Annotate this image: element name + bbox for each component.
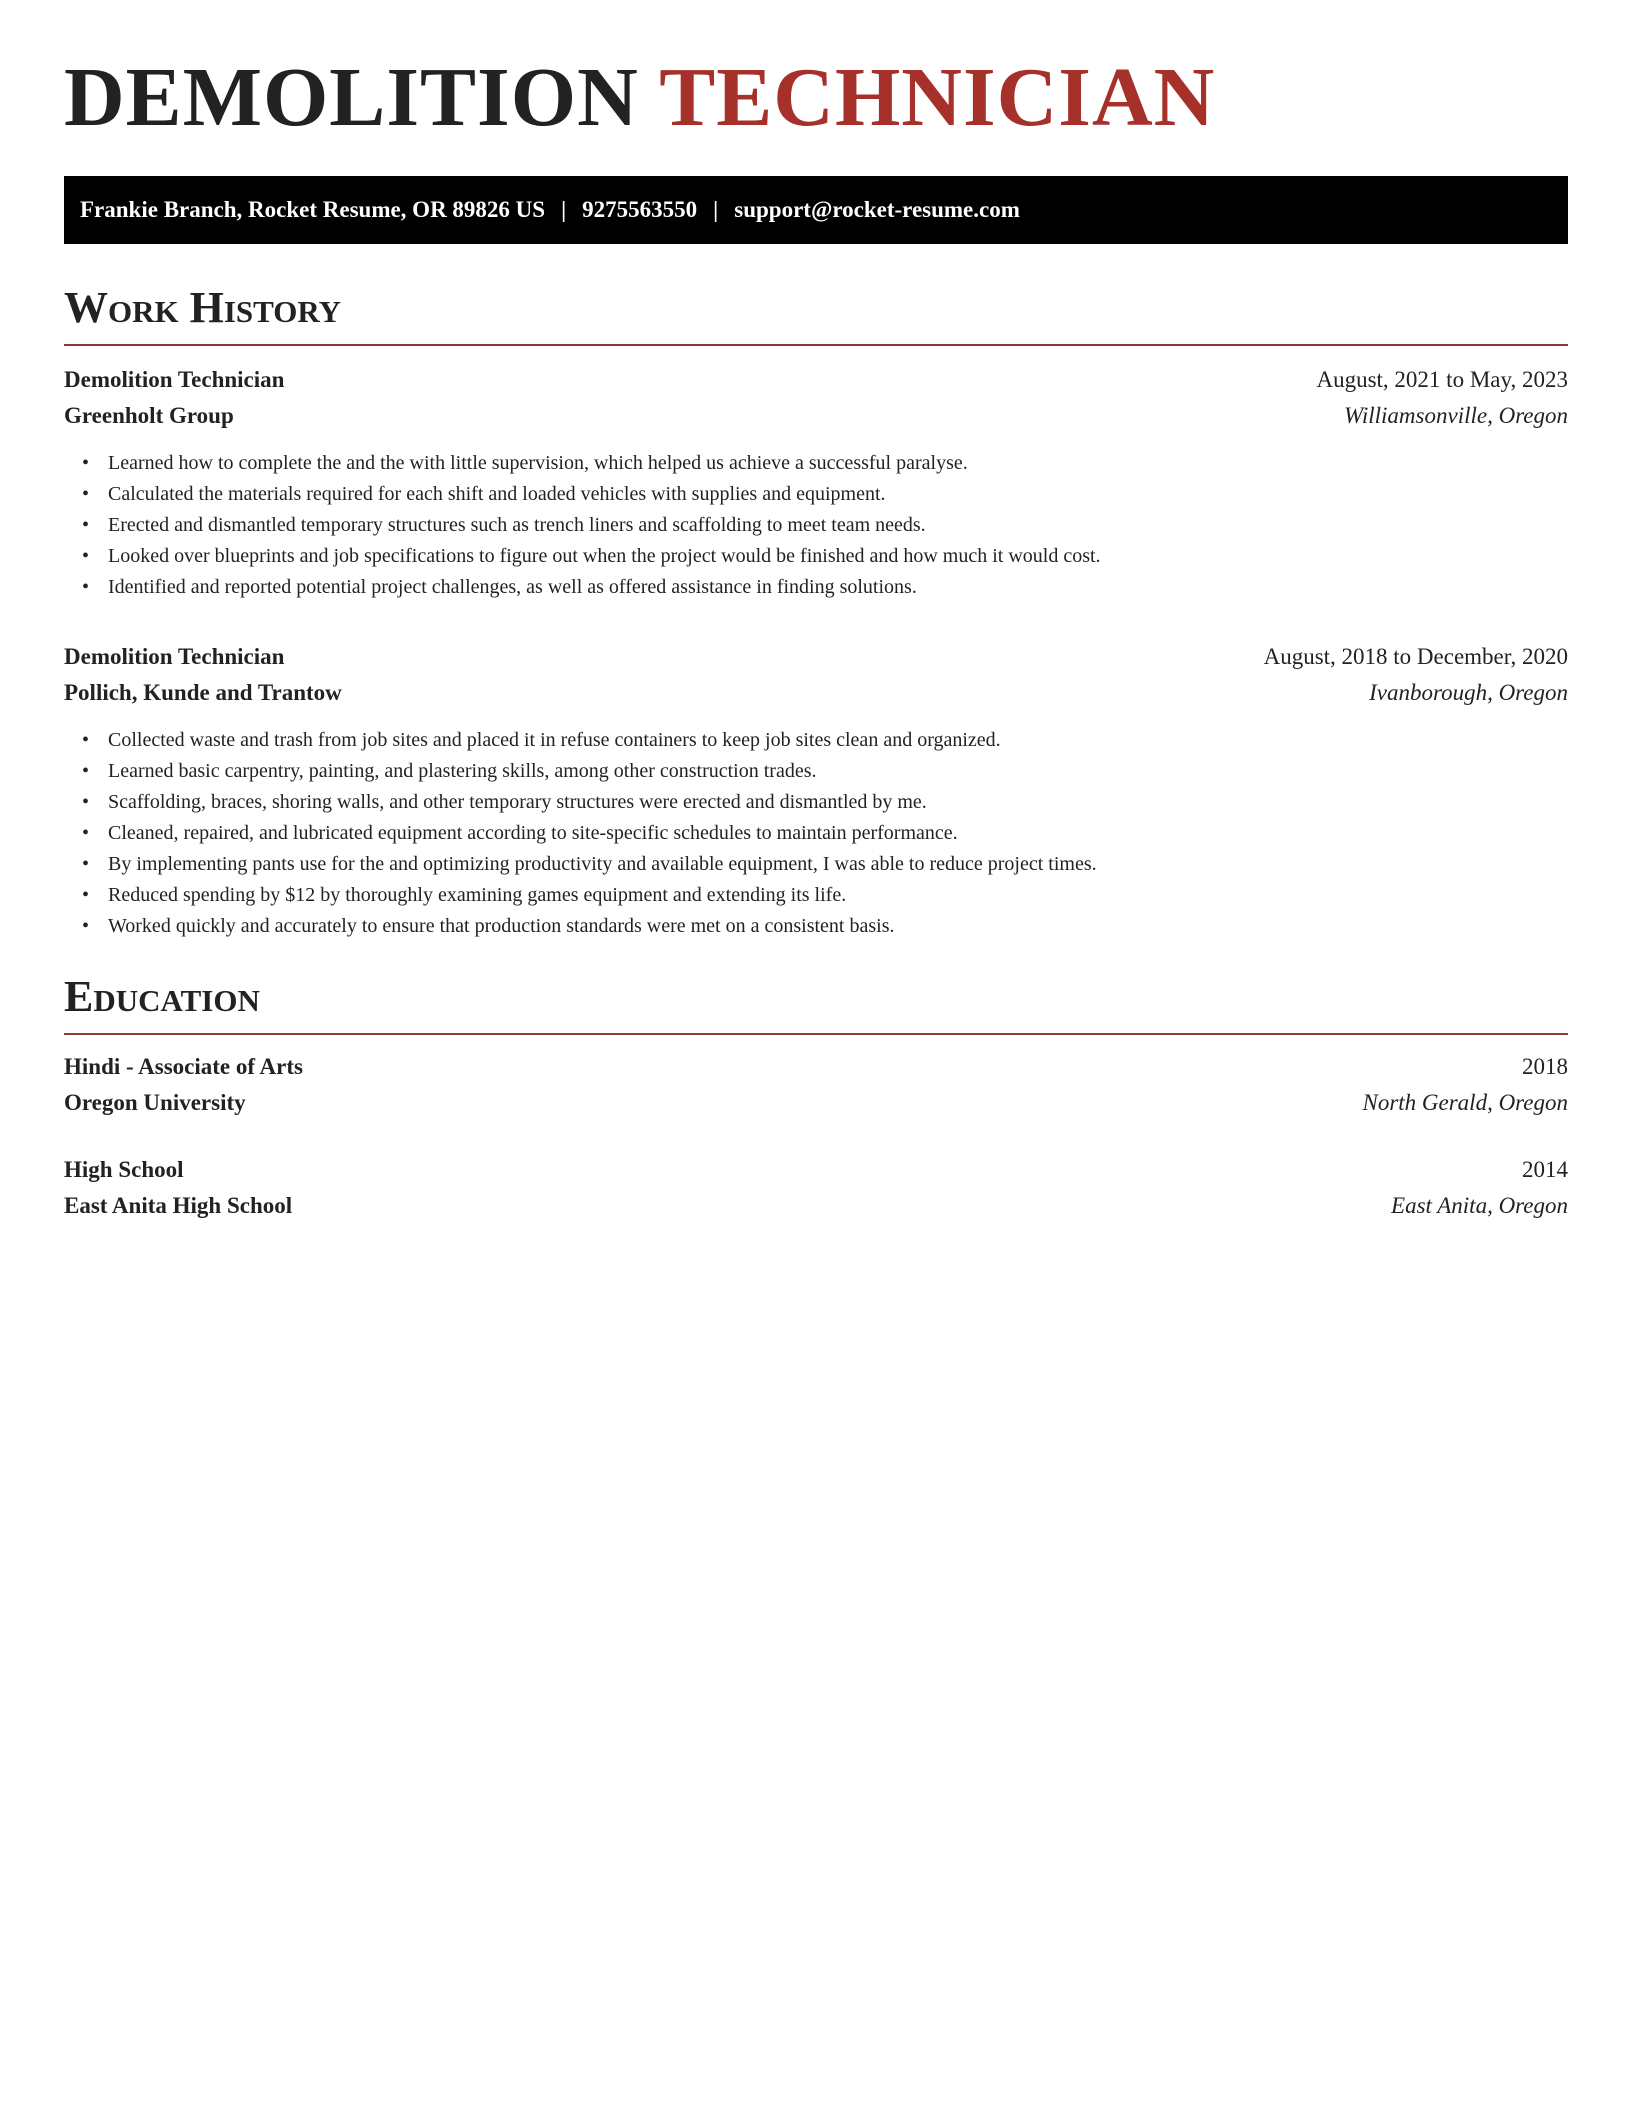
job-dates: August, 2018 to December, 2020 [1263, 644, 1568, 669]
title-part-dark: DEMOLITION [64, 51, 639, 144]
job-dates: August, 2021 to May, 2023 [1316, 367, 1568, 392]
education-school: East Anita High School [64, 1193, 293, 1218]
job-bullet-list [64, 448, 1568, 603]
job-title: Demolition Technician [64, 644, 285, 669]
job-bullet: • By implementing pants use for the and optimizing productivity and available equipment, I was able to reduce project times. [108, 849, 1568, 880]
page-title [64, 51, 1216, 144]
job-bullet: • Collected waste and trash from job sites and placed it in refuse containers to keep job sites clean and organized. [108, 725, 1568, 756]
education-entry [64, 1152, 1568, 1224]
education-location: East Anita, Oregon [1391, 1193, 1568, 1218]
education-degree: High School [64, 1157, 184, 1182]
job-bullet: • Reduced spending by $12 by thoroughly examining games equipment and extending its life. [108, 880, 1568, 911]
job-bullet: • Worked quickly and accurately to ensure that production standards were met on a consistent basis. [108, 911, 1568, 942]
education-school: Oregon University [64, 1090, 246, 1115]
section-heading-education: Education [64, 972, 260, 1021]
contact-phone[interactable]: 9275563550 [582, 197, 698, 222]
job-entry [64, 362, 1568, 603]
education-year: 2014 [1522, 1157, 1568, 1182]
section-heading-work-history: Work History [64, 283, 342, 332]
title-part-accent: TECHNICIAN [659, 51, 1216, 144]
education-section [64, 972, 1568, 1224]
job-bullet: • Identified and reported potential project challenges, as well as offered assistance in finding solutions. [108, 572, 1568, 603]
job-company: Pollich, Kunde and Trantow [64, 680, 342, 705]
education-entry [64, 1049, 1568, 1121]
contact-email[interactable]: support@rocket-resume.com [734, 197, 1020, 222]
section-divider [64, 1033, 1568, 1035]
job-bullet: • Calculated the materials required for each shift and loaded vehicles with supplies and equipment. [108, 479, 1568, 510]
education-location: North Gerald, Oregon [1362, 1090, 1568, 1115]
job-bullet: • Cleaned, repaired, and lubricated equipment according to site-specific schedules to maintain performance. [108, 818, 1568, 849]
job-title: Demolition Technician [64, 367, 285, 392]
education-year: 2018 [1522, 1054, 1568, 1079]
job-bullet: • Looked over blueprints and job specifications to figure out when the project would be finished and how much it would cost. [108, 541, 1568, 572]
contact-separator: | [713, 197, 719, 222]
job-bullet: • Learned basic carpentry, painting, and plastering skills, among other construction trades. [108, 756, 1568, 787]
education-degree: Hindi - Associate of Arts [64, 1054, 303, 1079]
contact-separator: | [561, 197, 567, 222]
job-bullet: • Scaffolding, braces, shoring walls, and other temporary structures were erected and dismantled by me. [108, 787, 1568, 818]
contact-bar [64, 176, 1568, 244]
contact-address: Frankie Branch, Rocket Resume, OR 89826 US [80, 197, 546, 222]
job-company: Greenholt Group [64, 403, 234, 428]
job-bullet: • Learned how to complete the and the with little supervision, which helped us achieve a successful paralyse. [108, 448, 1568, 479]
job-entry [64, 639, 1568, 942]
job-bullet: • Erected and dismantled temporary structures such as trench liners and scaffolding to meet team needs. [108, 510, 1568, 541]
section-divider [64, 344, 1568, 346]
job-bullet-list [64, 725, 1568, 942]
work-history-section [64, 283, 1568, 942]
job-location: Ivanborough, Oregon [1369, 680, 1568, 705]
job-location: Williamsonville, Oregon [1343, 403, 1568, 428]
